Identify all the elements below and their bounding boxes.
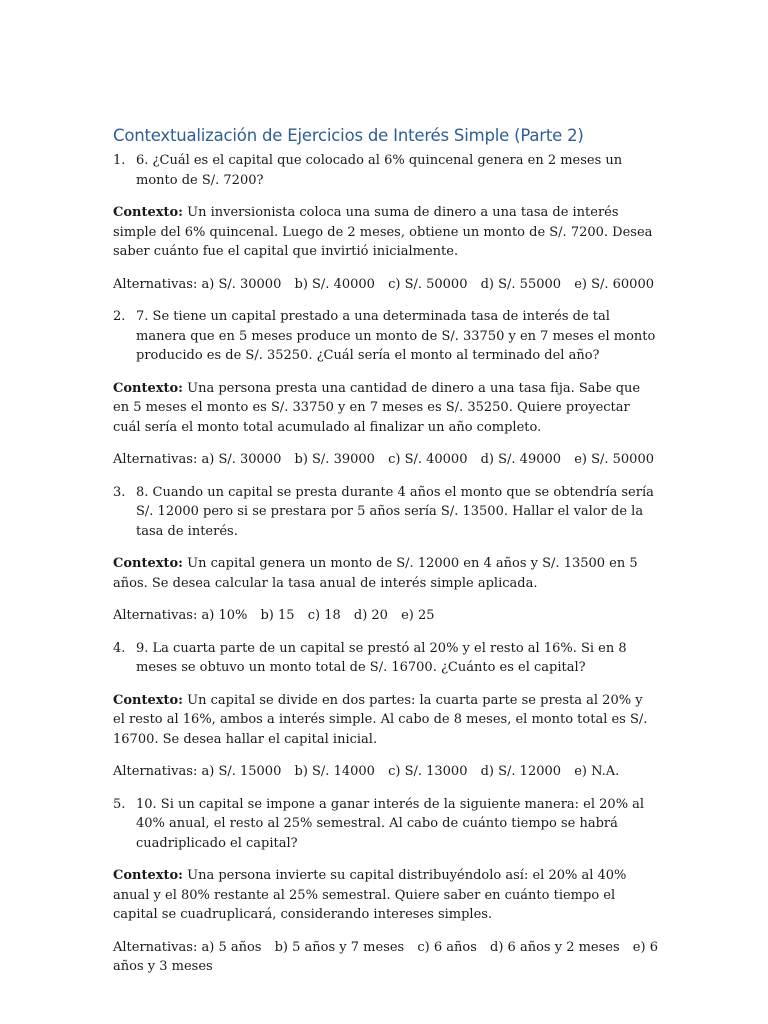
exercise-question	[113, 483, 658, 542]
question-number: 4.	[113, 640, 126, 656]
exercise-question	[113, 795, 658, 854]
context-label: Contexto:	[113, 205, 183, 220]
alternative-option: e) S/. 60000	[574, 276, 654, 292]
exercise-context	[113, 866, 658, 925]
alternative-option: d) 20	[353, 608, 388, 623]
exercise-alternatives	[113, 938, 658, 977]
alternative-option: a) S/. 30000	[201, 276, 282, 292]
exercise-alternatives	[113, 450, 658, 470]
question-number: 3.	[113, 484, 126, 500]
question-number: 2.	[113, 309, 126, 324]
context-text: Un capital genera un monto de S/. 12000 en 4 años y S/. 13500 en 5 años. Se desea calcular la tasa anual de interés simple aplicada.	[113, 556, 638, 591]
alternative-option: e) N.A.	[574, 764, 620, 779]
context-text: Una persona presta una cantidad de dinero a una tasa fija. Sabe que en 5 meses el monto es S/. 33750 y en 7 meses es S/. 35250. Quiere proyectar cuál sería el monto total acumulado al finalizar un año completo.	[113, 380, 641, 435]
alternatives-label: Alternativas:	[113, 764, 198, 779]
alternative-option: c) 6 años	[417, 939, 477, 955]
exercise-context	[113, 203, 658, 262]
context-text: Una persona invierte su capital distribuyéndolo así: el 20% al 40% anual y el 80% restante al 25% semestral. Quiere saber en cuánto tiempo el capital se cuadruplicará, considerando intereses simples.	[113, 868, 627, 922]
exercise-alternatives	[113, 762, 658, 782]
alternative-option: d) S/. 55000	[480, 276, 562, 292]
alternatives-label: Alternativas:	[113, 608, 198, 623]
context-label: Contexto:	[113, 556, 183, 571]
question-text: 6. ¿Cuál es el capital que colocado al 6% quincenal genera en 2 meses un monto de S/. 7200?	[136, 153, 623, 188]
document-title: Contextualización de Ejercicios de Interés Simple (Parte 2)	[113, 126, 584, 145]
context-label: Contexto:	[113, 692, 183, 708]
alternative-option: e) 6 años y 3 meses	[113, 939, 658, 974]
document-page	[113, 125, 658, 990]
question-text: 10. Si un capital se impone a ganar interés de la siguiente manera: el 20% al 40% anual, el resto al 25% semestral. Al cabo de cuánto tiempo se habrá cuadriplicado el capital?	[136, 796, 645, 851]
alternative-option: d) S/. 49000	[480, 452, 562, 467]
alternative-option: c) S/. 40000	[388, 452, 468, 467]
alternative-option: a) 10%	[201, 608, 248, 623]
exercise-alternatives	[113, 275, 658, 295]
exercise-context	[113, 691, 658, 750]
alternatives-label: Alternativas:	[113, 452, 198, 467]
alternative-option: c) 18	[307, 608, 341, 623]
alternative-option: b) S/. 14000	[294, 764, 375, 779]
exercise-context	[113, 554, 658, 593]
alternatives-label: Alternativas:	[113, 939, 198, 955]
alternative-option: b) S/. 39000	[294, 452, 375, 467]
alternative-option: a) S/. 30000	[201, 452, 282, 467]
question-text: 7. Se tiene un capital prestado a una determinada tasa de interés de tal manera que en 5 meses produce un monto de S/. 33750 y en 7 meses el monto producido es de S/. 35250. ¿Cuál sería el monto al terminado del año?	[136, 309, 656, 363]
alternative-option: d) 6 años y 2 meses	[490, 939, 620, 955]
alternative-option: d) S/. 12000	[480, 764, 562, 779]
alternative-option: b) 15	[260, 608, 295, 623]
alternative-option: a) 5 años	[201, 939, 262, 955]
alternative-option: a) S/. 15000	[201, 764, 282, 779]
question-number: 5.	[113, 796, 126, 812]
exercise-list	[113, 151, 658, 977]
exercise-alternatives	[113, 606, 658, 626]
alternative-option: b) S/. 40000	[294, 276, 375, 292]
context-text: Un capital se divide en dos partes: la cuarta parte se presta al 20% y el resto al 16%, ambos a interés simple. Al cabo de 8 meses, el monto total es S/. 16700. Se desea hallar el capital inicial.	[113, 692, 648, 747]
alternative-option: c) S/. 50000	[388, 276, 468, 292]
alternative-option: b) 5 años y 7 meses	[274, 939, 405, 955]
context-text: Un inversionista coloca una suma de dinero a una tasa de interés simple del 6% quincenal. Luego de 2 meses, obtiene un monto de S/. 7200. Desea saber cuánto fue el capital que invirtió inicialmente.	[113, 205, 653, 259]
exercise-context	[113, 379, 658, 438]
exercise-question	[113, 639, 658, 678]
question-text: 9. La cuarta parte de un capital se prestó al 20% y el resto al 16%. Si en 8 meses se obtuvo un monto total de S/. 16700. ¿Cuánto es el capital?	[136, 640, 627, 675]
alternative-option: e) 25	[401, 608, 435, 623]
context-label: Contexto:	[113, 868, 183, 883]
alternative-option: e) S/. 50000	[574, 452, 654, 467]
exercise-question	[113, 307, 658, 366]
alternatives-label: Alternativas:	[113, 276, 198, 292]
context-label: Contexto:	[113, 380, 183, 396]
exercise-question	[113, 151, 658, 190]
question-number: 1.	[113, 153, 126, 168]
alternative-option: c) S/. 13000	[388, 764, 468, 779]
question-text: 8. Cuando un capital se presta durante 4 años el monto que se obtendría sería S/. 12000 pero si se prestara por 5 años sería S/. 13500. Hallar el valor de la tasa de interés.	[136, 484, 654, 539]
